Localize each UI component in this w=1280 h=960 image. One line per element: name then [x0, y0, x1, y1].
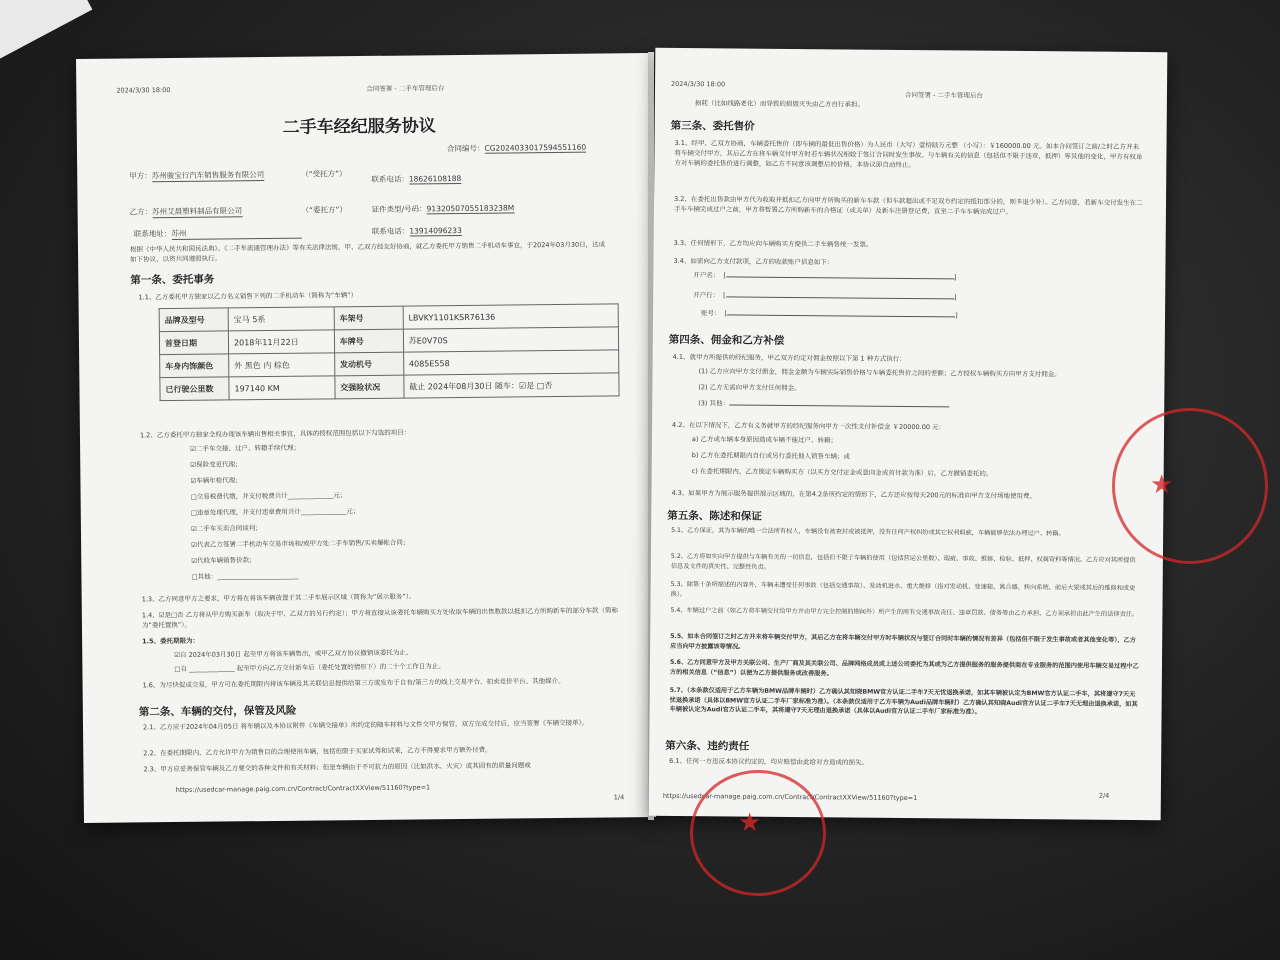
party-b-role: （“委托方”） [301, 205, 347, 215]
clause-1-2: 1.2、乙方委托甲方独家全权办理该车辆出售相关事宜，具体的授权范围包括以下勾选的项目： [139, 428, 411, 440]
authorization-option: ☑保险变更代理； [190, 460, 242, 469]
authorization-option: ☑代收车辆销售价款； [191, 556, 256, 565]
clause-2-1: 2.1、乙方应于2024年04月05日 将车辆以及本协议附件《车辆交接单》所约定的随车材料与文件交甲方保管，双方完成交付后，应当签署《车辆交接单》。 [142, 718, 589, 732]
authorization-option: ☑二手车交接、过户、转籍手续代理； [190, 443, 300, 453]
contract-number: 合同编号：CG2024033017594551160 [446, 142, 587, 154]
clause-1-5-a: ☑自 2024年03月30日 起至甲方将该车辆售出，或甲乙双方协议撤销该委托为止。 [174, 648, 413, 660]
section-2-heading: 第二条、车辆的交付，保管及风险 [138, 704, 297, 719]
authorization-option: ☑代表乙方签署二手机动车交易市场和/或甲方处二手车销售/买卖爆帐合同； [191, 538, 410, 549]
table-cell: 发动机号 [334, 352, 403, 376]
page-footer-number: 1/4 [613, 793, 625, 802]
carryover-line: 损耗（比如线路老化）而导致的损毁灭失由乙方自行承担。 [694, 99, 864, 109]
page-footer-number: 2/4 [1098, 791, 1110, 800]
account-holder: 开户名： [ ] [693, 271, 957, 282]
clause-5-item: 5.1、乙方保证，其为车辆的唯一合法所有权人，车辆没有被查封或被抵押，没有任何产权纠纷或其它权利瑕疵，车辆能够依法办理过户、转籍。 [671, 526, 1065, 538]
party-b: 乙方：苏州艾晨塑料制品有限公司 [129, 206, 243, 217]
company-seal-right [1112, 408, 1268, 564]
clause-4-2: 4.2、在以下情况下，乙方有义务就甲方的经纪服务向甲方一次性支付补偿金 ￥20000.00 元： [672, 420, 946, 432]
clause-3-2: 3.2、在委托出售款由甲方代为收取并抵扣乙方向甲方所购买的新车车款（但车款超出或不足双方约定的抵扣部分的，则多退少补）。乙方同意，若新车交付发生在二手车车辆完成过户之前，甲方将暂置乙方所购新车的合格证（或关单）及新车注册登记费，直至二手车车辆完成过户。 [673, 194, 1143, 216]
authorization-option: □其他：_________________________ [191, 571, 299, 581]
section-5-clauses [669, 526, 1141, 716]
contract-page-2 [649, 48, 1168, 820]
table-cell: 2018年11月22日 [228, 330, 334, 354]
page-footer-url: https://usedcar-manage.paig.com.cn/Contract/ContractXXView/51160?type=1 [662, 791, 918, 803]
authorization-option: □交易税费代缴，并支付税费共计______________元； [190, 491, 347, 501]
clause-3-3: 3.3、任何情形下，乙方均应向车辆购买方提供二手车辆售统一发票。 [673, 238, 873, 249]
table-row [160, 373, 619, 401]
contract-page-1 [76, 53, 656, 823]
table-cell: 品牌及型号 [159, 308, 228, 332]
party-b-id: 证件类型/号码：91320507055183238M [371, 203, 515, 214]
authorization-option: ☑车辆年检代理； [190, 476, 242, 485]
section-5-heading: 第五条、陈述和保证 [667, 509, 762, 523]
table-cell: 车身内饰颜色 [160, 354, 229, 378]
table-cell: 已行驶公里数 [160, 377, 229, 401]
page-datetime: 2024/3/30 18:00 [671, 79, 726, 89]
clause-5-item: 5.2、乙方将如实向甲方提供与车辆有关的一切信息，包括但不限于车辆的使用（包括营运公里数）、瑕疵、事故、维修、检验、抵押、权属资料等情况。乙方应对其所提供信息及文件的真实性、完整性负责。 [670, 552, 1136, 571]
party-a-tel: 联系电话：18626108188 [371, 173, 462, 184]
table-cell: 4085E558 [403, 350, 618, 375]
clause-1-6: 1.6、为尽快促成交易，甲方可在委托期限内将该车辆及其关联信息提供给第三方或发布于自有/第三方的线上交易平台、拍卖竞价平台、其他媒介。 [142, 676, 565, 690]
table-cell: 外 黑色 内 棕色 [229, 353, 335, 377]
clause-5-item: 5.7、（本条款仅适用于乙方车辆为BMW品牌车辆时）乙方确认其知晓BMW官方认证二手车7天无忧退换承诺，如其车辆被认定为BMW官方认证二手车，其将遵守7天无忧退换承诺（具体以BMW官方认证二手车厂家标准为准）。（本条款仅适用于乙方车辆为Audi品牌车辆时）乙方确认其知晓Audi官方认证二手车7天无理由退换承诺，如其车辆被认定为Audi官方认证二手车，其将遵守7天无理由退换承诺（具体以Audi官方认证二手车厂家标准为准）。 [669, 686, 1138, 716]
authorization-option: ☑二手车买卖合同谈判； [190, 524, 262, 533]
section-4-heading: 第四条、佣金和乙方补偿 [668, 333, 785, 347]
clause-4-2-c: c) 在委托期限内，乙方锁定车辆购买方（以买方交付定金或意向金或首付款为准）后，乙方撤销委托的。 [691, 467, 993, 478]
table-cell: 车牌号 [334, 329, 403, 353]
table-cell: 截止 2024年08月30日 随车：☑是 □否 [404, 373, 619, 398]
account-bank: 开户行： [ ] [693, 291, 957, 302]
clause-2-2: 2.2、在委托期限内，乙方允许甲方为销售目的合理使用车辆，包括但限于买家试驾和试乘，乙方不得要求甲方额外付费。 [143, 745, 492, 758]
contract-intro: 根据《中华人民共和国民法典》、《二手车流通管理办法》等有关法律法规，甲、乙双方经友好协商，就乙方委托甲方销售二手机动车事宜，于2024年03月30日，达成如下协议，以资共同遵照执行。 [129, 240, 606, 264]
clause-1-5-b: □自 ______________ 起至甲方向乙方交付新车后（委托处置的情形下）的二十个工作日为止。 [174, 662, 445, 674]
clause-4-1-1: (1) 乙方应向甲方支付佣金，佣金金额为车辆实际销售价格与车辆委托售价之间的差额；乙方授权车辆购买方向甲方支付佣金。 [698, 367, 1061, 379]
table-cell: 首登日期 [159, 331, 228, 355]
clause-5-item: 5.5、如本合同签订之时乙方并未将车辆交付甲方，其后乙方在将车辆交付甲方时车辆状况与签订合同时车辆的情况有差异（包括但不限于发生事故或者其他变化等），乙方应当向甲方披露该等情况。 [670, 632, 1136, 651]
party-b-tel: 联系电话：13914096233 [371, 225, 462, 236]
background-paper-corner [0, 0, 92, 61]
clause-6-1: 6.1、任何一方违反本协议约定的，均应赔偿由此给对方造成的损失。 [669, 756, 869, 767]
clause-3-1: 3.1、经甲、乙双方协商，车辆委托售价（即车辆的最低出售价格）为人民币（大写）壹拾陆万元整 （小写）：￥160000.00 元。如本合同签订之前/之时乙方并未将车辆交付甲方，其后乙方在将车辆交付甲方时若车辆状况相较于签订合同时发生事故、与车辆有关的信息（包括但不限于违章，抵押）等其他的变化，甲方有权单方对车辆的委托售价进行调整，如乙方不同意该调整后的价格，本协议即自动终止。 [674, 138, 1143, 170]
section-1-heading: 第一条、委托事务 [130, 273, 215, 287]
table-cell: 交强险状况 [335, 375, 404, 399]
clause-4-2-b: b) 乙方在委托期限内自行或另行委托他人销售车辆；或 [691, 451, 851, 461]
section-3-heading: 第三条、委托售价 [670, 119, 755, 133]
party-a: 甲方：苏州骏宝行汽车销售服务有限公司 [129, 170, 265, 181]
table-cell: 197140 KM [229, 376, 335, 400]
clause-1-3: 1.3、乙方同意甲方之要求，甲方将在将该车辆放置于其二手车展示区域（简称为“展示服务”）。 [141, 592, 416, 604]
contract-title: 二手车经纪服务协议 [282, 116, 436, 138]
table-cell: 车架号 [334, 306, 403, 330]
seal-star-icon: ★ [1150, 470, 1174, 500]
party-b-address: 联系地址：苏州 [134, 227, 302, 241]
clause-1-1: 1.1、乙方委托甲方独家以乙方名义销售下列的二手机动车（简称为“车辆”） [138, 291, 358, 302]
authorization-option: □违章处理代理，并支付违章费用共计______________元； [190, 507, 360, 517]
party-a-role: （“受托方”） [301, 169, 347, 179]
clause-1-4: 1.4、☑是□否 乙方将从甲方购买新车（取决于甲、乙双方的另行约定）；甲方将直接从该委托车辆购买方处收取车辆的出售数款以抵扣乙方所购新车的部分车款（简称为“委托置换”）。 [141, 606, 618, 630]
seal-star-icon: ★ [738, 808, 762, 838]
clause-1-5: 1.5、委托期限为： [142, 636, 200, 646]
clause-5-item: 5.4、车辆过户之前（如乙方将车辆交付给甲方并由甲方完全控制的期间外）所产生的所有交通事故责任、违章罚款、债务等由乙方承担，乙方须承担由此产生的法律责任。 [670, 606, 1139, 619]
clause-4-2-a: a) 乙方或车辆本身原因造成车辆不能过户、转籍； [691, 435, 838, 445]
table-cell: 宝马 5系 [228, 307, 334, 331]
page-system-title: 合同签署 - 二手车管理后台 [904, 90, 983, 100]
vehicle-table [159, 303, 620, 401]
section-6-heading: 第六条、违约责任 [665, 739, 750, 753]
clause-5-item: 5.6、乙方同意甲方及甲方关联公司、生产厂商及其关联公司、品牌网络成员或上述公司委托为其或为乙方提供服务的服务提供商在专业服务的范围内使用车辆交易过程中乙方的相关信息（“信息”）以便为乙方提供服务或改善服务。 [669, 658, 1139, 677]
clause-4-3: 4.3、如果甲方为展示服务提供展示区域的，在第4.2条所约定的情形下，乙方还应按每天200元的标准向甲方支付场地使用费。 [671, 488, 1037, 501]
account-number: 账号： [ ] [701, 309, 958, 320]
clause-4-1: 4.1、就甲方所提供的经纪服务，甲乙双方约定对佣金按照以下第 1 种方式执行： [672, 352, 906, 363]
clause-4-1-2: (2) 乙方无需向甲方支付任何佣金。 [698, 383, 801, 393]
page-system-title: 合同签署 - 二手车管理后台 [366, 84, 445, 93]
clause-5-item: 5.3、除第十条所描述的内容外，车辆未遭受任何事故（包括交通事故）、发动机进水、重大维修（指对发动机、变速箱、离合器、转向系统、前后大梁或其后的维修和或更换）。 [670, 580, 1136, 598]
table-cell: 苏E0V70S [403, 327, 618, 352]
clause-4-1-3: (3) 其他： [698, 398, 949, 409]
page-datetime: 2024/3/30 18:00 [116, 86, 171, 95]
clause-3-4: 3.4、如需向乙方支付款项，乙方的收款账户信息如下： [673, 256, 834, 267]
table-cell: LBVKY1101KSR76136 [403, 304, 618, 329]
page-footer-url: https://usedcar-manage.paig.com.cn/Contract/ContractXXView/51160?type=1 [175, 783, 431, 795]
clause-2-3: 2.3、甲方应妥善保管车辆及乙方要交的各种文件和有关材料；但是车辆由于不可抗力的原因（比如洪水、火灾）或其固有的质量问题或 [143, 761, 531, 774]
